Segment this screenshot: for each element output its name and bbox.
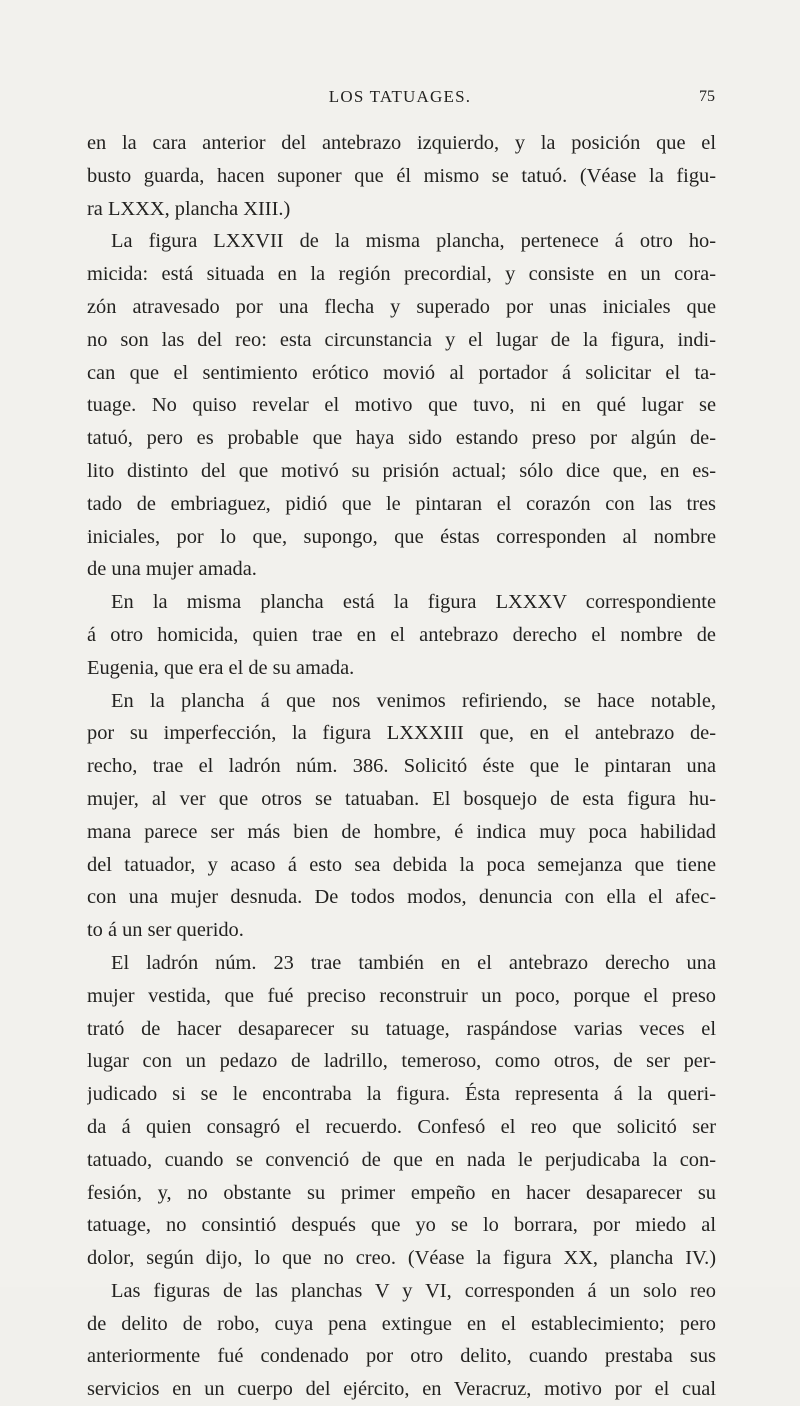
running-title: LOS TATUAGES.: [328, 87, 472, 106]
text-line: trató de hacer desaparecer su tatuage, raspándose varias veces el: [87, 1017, 716, 1040]
text-line: por su imperfección, la figura LXXXIII que, en el antebrazo de-: [87, 722, 716, 745]
body-text: [87, 127, 716, 1406]
text-line: ra LXXX, plancha XIII.): [87, 197, 291, 220]
text-line: con una mujer desnuda. De todos modos, denuncia con ella el afec-: [87, 886, 716, 909]
text-line: mana parece ser más bien de hombre, é indica muy poca habilidad: [87, 820, 716, 843]
text-line: servicios en un cuerpo del ejército, en Veracruz, motivo por el cual: [87, 1378, 716, 1401]
text-line: no son las del reo: esta circunstancia y el lugar de la figura, indi-: [87, 328, 716, 351]
text-line: fesión, y, no obstante su primer empeño en hacer desaparecer su: [87, 1181, 716, 1204]
text-line: anteriormente fué condenado por otro delito, cuando prestaba sus: [87, 1345, 716, 1368]
text-line: dolor, según dijo, lo que no creo. (Véase la figura XX, plancha IV.): [87, 1247, 716, 1270]
text-line: judicado si se le encontraba la figura. Ésta representa á la queri-: [87, 1083, 716, 1106]
text-line: micida: está situada en la región precordial, y consiste en un cora-: [87, 263, 716, 286]
text-line: mujer, al ver que otros se tatuaban. El bosquejo de esta figura hu-: [87, 787, 716, 810]
text-line: to á un ser querido.: [87, 919, 244, 942]
text-line: La figura LXXVII de la misma plancha, pertenece á otro ho-: [111, 230, 716, 253]
text-line: del tatuador, y acaso á esto sea debida la poca semejanza que tiene: [87, 853, 716, 876]
page-number: 75: [699, 88, 715, 105]
text-line: lito distinto del que motivó su prisión actual; sólo dice que, en es-: [87, 459, 716, 482]
text-line: da á quien consagró el recuerdo. Confesó el reo que solicitó ser: [87, 1115, 716, 1138]
text-line: lugar con un pedazo de ladrillo, temeroso, como otros, de ser per-: [87, 1050, 716, 1073]
text-line: El ladrón núm. 23 trae también en el antebrazo derecho una: [111, 951, 716, 974]
text-line: iniciales, por lo que, supongo, que éstas corresponden al nombre: [87, 525, 716, 548]
text-line: en la cara anterior del antebrazo izquierdo, y la posición que el: [87, 132, 716, 154]
text-line: zón atravesado por una flecha y superado por unas iniciales que: [87, 295, 716, 318]
text-line: recho, trae el ladrón núm. 386. Solicitó éste que le pintaran una: [87, 755, 716, 778]
text-line: de una mujer amada.: [87, 558, 257, 581]
text-line: de delito de robo, cuya pena extingue en el establecimiento; pero: [87, 1312, 716, 1335]
text-line: mujer vestida, que fué preciso reconstruir un poco, porque el preso: [87, 984, 716, 1007]
text-line: Las figuras de las planchas V y VI, corresponden á un solo reo: [111, 1279, 716, 1302]
text-line: tuage. No quiso revelar el motivo que tuvo, ni en qué lugar se: [87, 394, 716, 417]
running-head: [85, 84, 715, 110]
text-line: tado de embriaguez, pidió que le pintaran el corazón con las tres: [87, 492, 716, 515]
text-line: En la misma plancha está la figura LXXXV correspondiente: [111, 591, 716, 614]
text-line: busto guarda, hacen suponer que él mismo se tatuó. (Véase la figu-: [87, 164, 716, 187]
text-line: can que el sentimiento erótico movió al portador á solicitar el ta-: [87, 361, 716, 384]
text-line: tatuado, cuando se convenció de que en nada le perjudicaba la con-: [87, 1148, 716, 1171]
text-line: tatuage, no consintió después que yo se lo borrara, por miedo al: [87, 1214, 716, 1237]
text-line: Eugenia, que era el de su amada.: [87, 656, 355, 679]
text-line: á otro homicida, quien trae en el antebrazo derecho el nombre de: [87, 623, 716, 646]
text-line: En la plancha á que nos venimos refiriendo, se hace notable,: [111, 689, 716, 712]
text-line: tatuó, pero es probable que haya sido estando preso por algún de-: [87, 427, 716, 450]
